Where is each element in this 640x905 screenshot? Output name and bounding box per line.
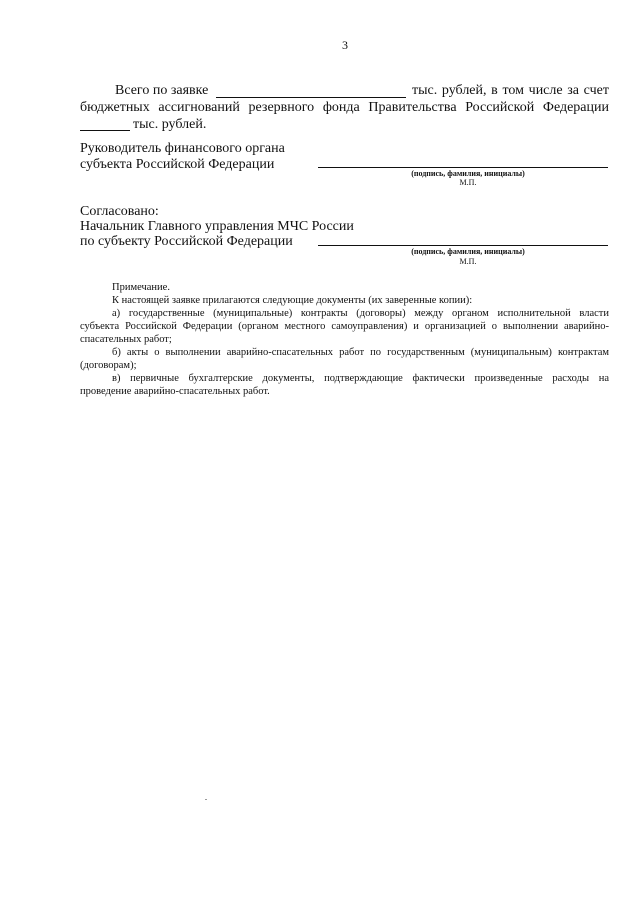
note-item-a-line2: субъекта Российской Федерации (органом местного самоуправления) и организацией о выполнении аварийно-: [80, 321, 609, 332]
note-heading: Примечание.: [112, 282, 170, 293]
scan-speck: [205, 799, 207, 800]
signer1-stamp: М.П.: [459, 178, 477, 187]
signer1-title-line2: субъекта Российской Федерации: [80, 157, 275, 172]
agreed-label: Согласовано:: [80, 204, 159, 219]
note-item-c-line2: проведение аварийно-спасательных работ.: [80, 386, 270, 397]
note-intro: К настоящей заявке прилагаются следующие документы (их заверенные копии):: [112, 295, 473, 306]
total-tail: тыс. рублей.: [133, 117, 207, 132]
signer2-title-line2: по субъекту Российской Федерации: [80, 234, 293, 249]
total-line2: бюджетных ассигнований резервного фонда Правительства Российской Федерации: [80, 100, 609, 115]
note-item-a-line1: а) государственные (муниципальные) контракты (договоры) между органом исполнительной власти: [112, 308, 609, 319]
note-item-b-line1: б) акты о выполнении аварийно-спасательных работ по государственным (муниципальным) контрактам: [112, 347, 609, 358]
signer1-signature-line: [318, 167, 608, 168]
note-item-a-line3: спасательных работ;: [80, 334, 172, 345]
signer2-stamp: М.П.: [459, 257, 477, 266]
total-middle: тыс. рублей, в том числе за счет: [412, 83, 609, 98]
signer2-signature-line: [318, 245, 608, 246]
signer2-caption: (подпись, фамилия, инициалы): [411, 247, 525, 256]
page-number: 3: [342, 38, 348, 52]
total-prefix: Всего по заявке: [115, 83, 209, 98]
note-item-b-line2: (договорам);: [80, 360, 137, 371]
signer2-title-line1: Начальник Главного управления МЧС России: [80, 219, 354, 234]
signer1-title-line1: Руководитель финансового органа: [80, 141, 285, 156]
note-item-c-line1: в) первичные бухгалтерские документы, подтверждающие фактически произведенные расходы на: [112, 373, 609, 384]
total-amount-blank: [216, 97, 406, 98]
signer1-caption: (подпись, фамилия, инициалы): [411, 169, 525, 178]
reserve-amount-blank: [80, 130, 130, 131]
